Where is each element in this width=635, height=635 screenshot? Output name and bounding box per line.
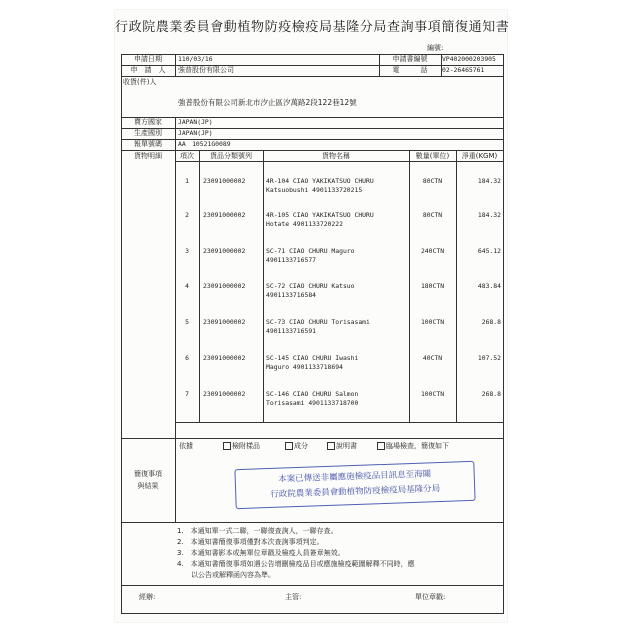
phone-value: 02-26465761: [442, 66, 485, 74]
goods-detail-label: 貨物明細: [134, 152, 162, 160]
column-item-no: 項次: [180, 152, 194, 160]
supervisor-signature-label: 主管:: [285, 593, 302, 601]
note-3: 3. 本通知書影本或無單位章戳及檢疫人員簽章無效。: [177, 549, 345, 557]
checkbox-sample: 檢附樣品: [223, 442, 260, 451]
checkbox-ingredients: 成分: [285, 442, 308, 451]
note-4-continued: 以公告或解釋函內容為準。: [177, 571, 275, 579]
stamp-line-2: 行政院農業委員會動植物防疫檢疫局基隆分局: [270, 484, 441, 500]
column-quantity: 數量(單位): [415, 152, 450, 160]
application-number-value: VP402000203905: [442, 55, 496, 63]
seller-country-label: 賣方國家: [134, 118, 162, 126]
declaration-number-label: 報單號碼: [134, 140, 162, 148]
unit-stamp-label: 單位章戳:: [415, 593, 446, 601]
checkbox-manual: 說明書: [327, 442, 357, 451]
checkbox-icon: [223, 442, 231, 450]
checkbox-icon: [327, 442, 335, 450]
phone-label: 電 話: [392, 66, 428, 74]
date-label: 申請日期: [134, 55, 162, 63]
applicant-label: 申 請 人: [130, 66, 166, 74]
note-4: 4. 本通知書簡復事項如遇公告增刪檢疫品目或應施檢疫範圍解釋不同時，應: [177, 560, 415, 568]
recipient-value: 強普股份有限公司新北市汐止區汐萬路2段122巷12號: [178, 98, 357, 107]
reply-label-line-1: 簡復事項: [134, 470, 162, 478]
declaration-number-value: AA 10521G0089: [178, 140, 231, 148]
date-value: 110/03/16: [178, 55, 213, 63]
serial-label: 編號:: [427, 44, 444, 52]
inquiry-reply-document: 行政院農業委員會動植物防疫檢疫局基隆分局查詢事項簡復通知書 編號: 申請日期 110/03/16 申請書編號 VP402000203905 申 請 人 強普股份有限公司 電 話 02-26465761 收貨(件)人 強普股份有限公司新北市汐止區汐萬路2段122巷12號 賣方國家 JAPAN(JP) 生產國別 JAPAN(JP) 報單號碼 AA 10521G0089 貨物明細 項次 貨品分類號列 貨物名稱 數量(單位) 淨重(KGM) 1 23091000002 4R-104 CIAO YAKIKATSUO CHURU Katsuobushi 4901133720215 80CTN 184.32 2 23091000002 4R-105 CIAO YAKIKATSUO CHURU Hotate 4901133720222 80CTN 184.32 3 23091000002 SC-71 CIAO CHURU Maguro 4901133716577 240CTN 645.12 4 23091000002 SC-72 CIAO CHURU Katsuo 4901133716584 180CTN 483.84 5 23091000002 SC-73 CIAO CHURU Torisasami 4901133716591 100CTN 268.8 6 23091000002 SC-145 CIAO CHURU Iwashi Maguro 4901133718694 40CTN 107.52 7 23091000002 SC-146 CIAO CHURU Salmon Torisasami 4901133718700 100CTN 268.8 簡復事項 與結果 依據 檢附樣品 成分 說明書 臨場檢查，簡復如下 本案已傳送非屬應施檢疫品目訊息至海關 行政院農業委員會動植物防疫檢疫局基隆分局 1. 本通知單一式二聯，一聯復查詢人，一聯存查。 2. 本通知書簡復事項僅對本次查詢事項判定。 3. 本通知書影本或無單位章戳及檢疫人員簽章無效。 4. 本通知書簡復事項如遇公告增刪檢疫品目或應施檢疫範圍解釋不同時，應 以公告或解釋函內容為準。 經辦: 主管: 單位章戳:: [115, 10, 507, 622]
application-number-label: 申請書編號: [392, 55, 428, 63]
frame-left: [121, 54, 122, 614]
document-title: 行政院農業委員會動植物防疫檢疫局基隆分局查詢事項簡復通知書: [115, 20, 510, 35]
applicant-value: 強普股份有限公司: [178, 66, 234, 74]
recipient-label: 收貨(件)人: [123, 78, 157, 86]
frame-bottom: [121, 613, 504, 614]
column-tariff-code: 貨品分類號列: [210, 152, 252, 160]
stamp-line-1: 本案已傳送非屬應施檢疫品目訊息至海關: [278, 469, 432, 485]
seller-country-value: JAPAN(JP): [178, 118, 213, 126]
reply-label-line-2: 與結果: [137, 482, 159, 490]
checkbox-icon: [285, 442, 293, 450]
frame-right: [503, 54, 504, 614]
note-2: 2. 本通知書簡復事項僅對本次查詢事項判定。: [177, 538, 324, 546]
note-1: 1. 本通知單一式二聯，一聯復查詢人，一聯存查。: [177, 527, 338, 535]
official-stamp: [234, 461, 475, 509]
column-goods-name: 貨物名稱: [322, 152, 350, 160]
origin-country-value: JAPAN(JP): [178, 129, 213, 137]
checkbox-icon: [377, 442, 385, 450]
origin-country-label: 生產國別: [134, 129, 162, 137]
basis-label: 依據: [179, 442, 193, 450]
handler-signature-label: 經辦:: [139, 593, 156, 601]
checkbox-onsite-inspection: 臨場檢查，簡復如下: [377, 442, 449, 451]
column-net-weight: 淨重(KGM): [461, 152, 498, 160]
